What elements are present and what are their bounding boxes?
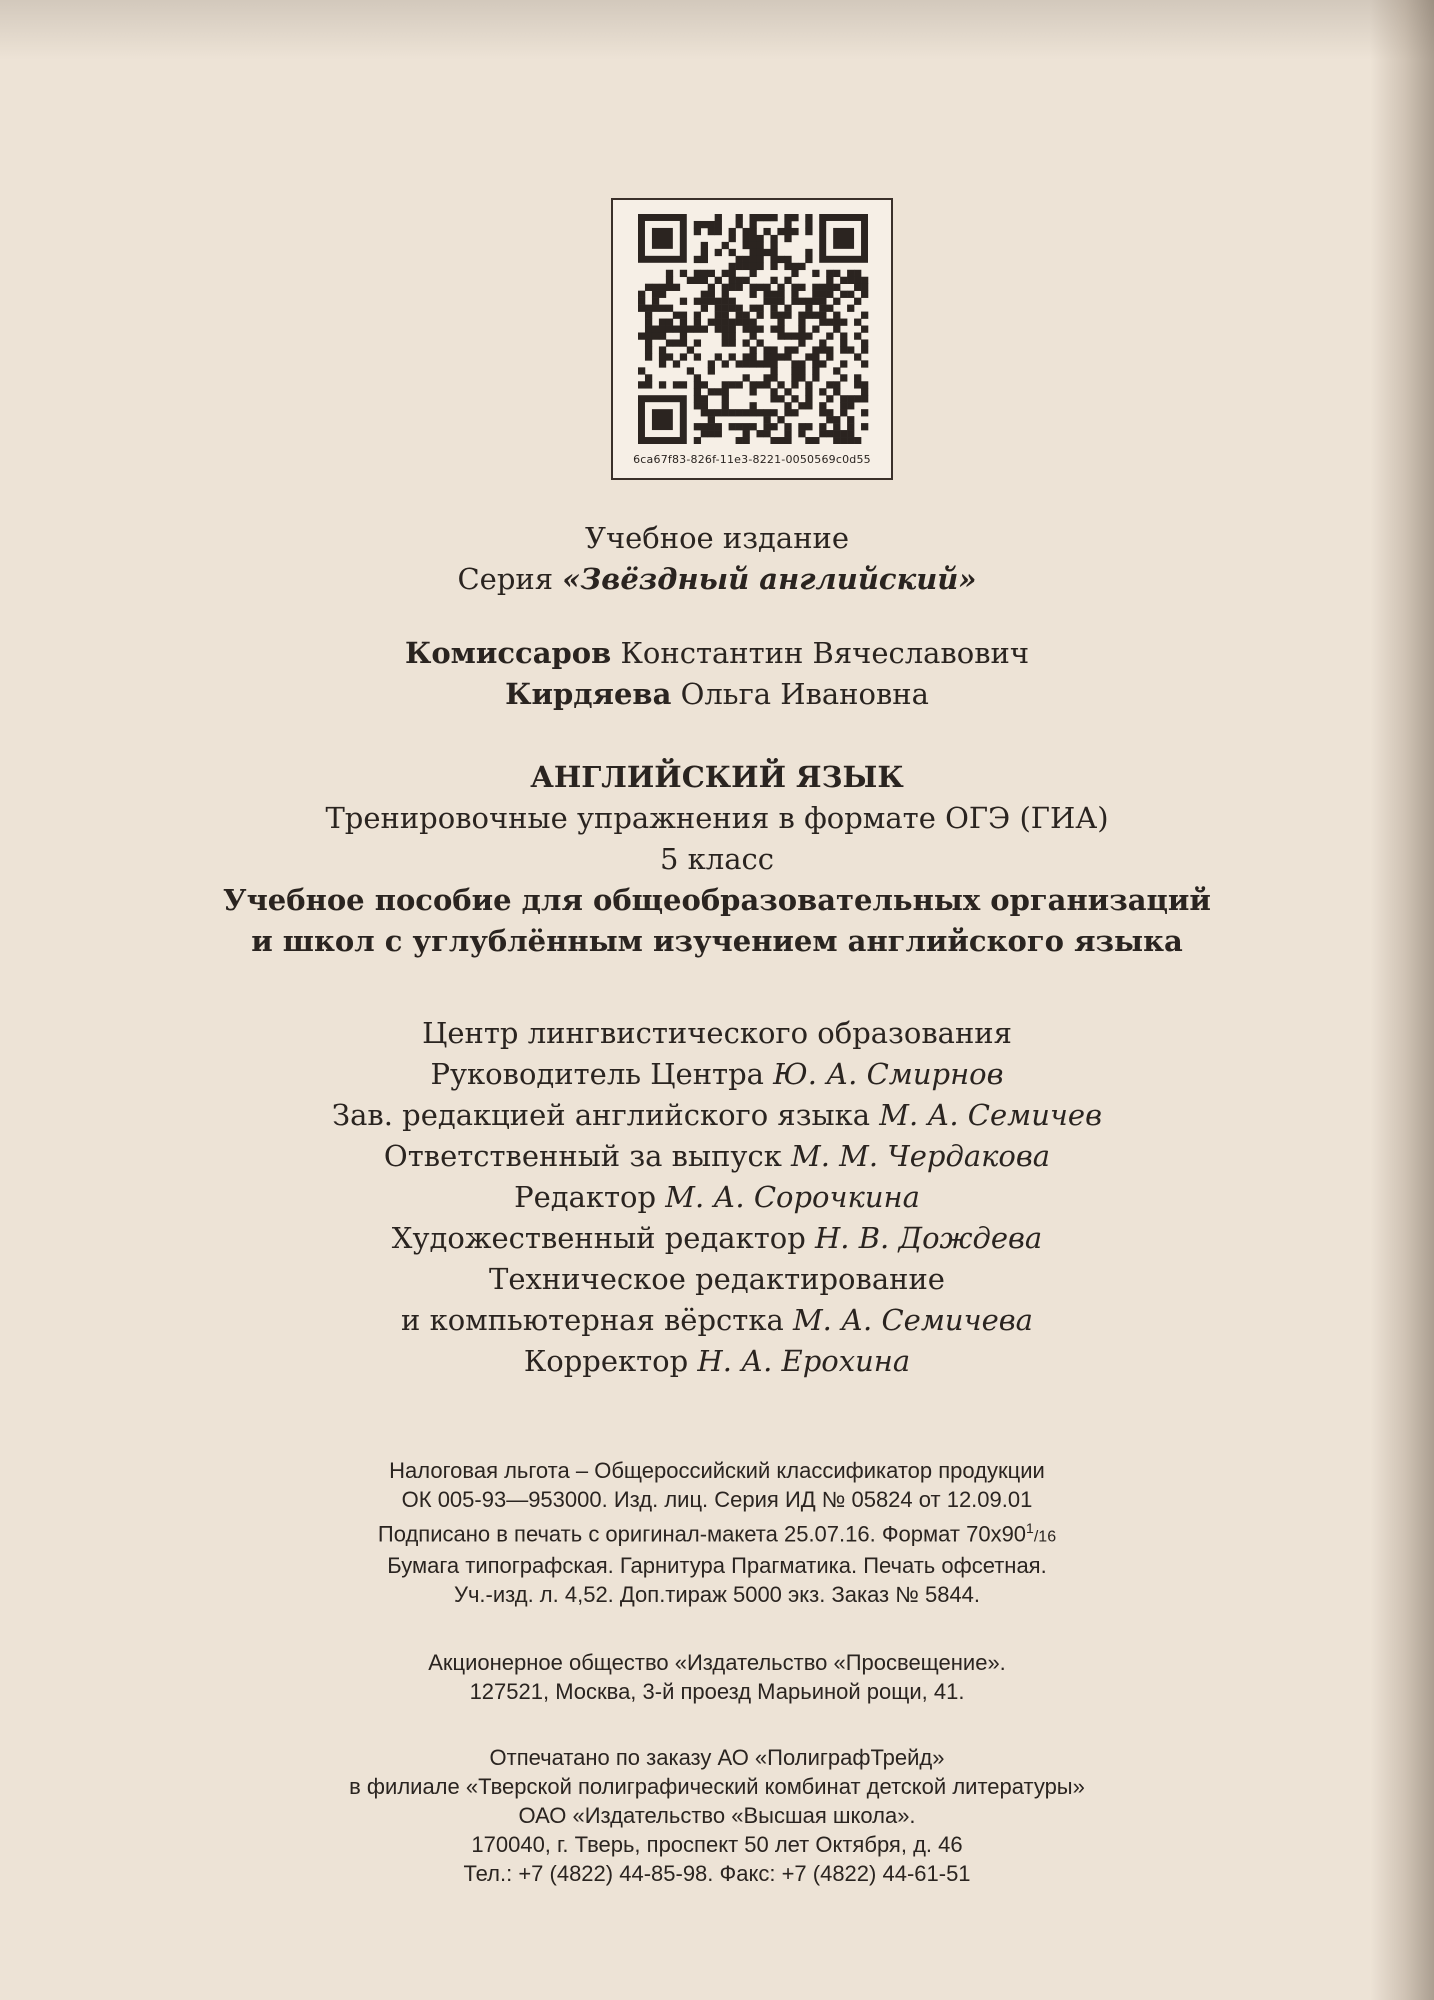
- printer-line: 170040, г. Тверь, проспект 50 лет Октября, д. 46: [471, 1832, 963, 1857]
- printer-line: ОАО «Издательство «Высшая школа».: [518, 1803, 916, 1828]
- credit-role: Корректор: [523, 1344, 698, 1378]
- book-purpose-1: Учебное пособие для общеобразовательных организаций: [223, 883, 1211, 917]
- credit-person: М. М. Чердакова: [791, 1139, 1051, 1173]
- printer-line: Тел.: +7 (4822) 44-85-98. Факс: +7 (4822) 44-61-51: [463, 1861, 971, 1886]
- credit-person: М. А. Семичев: [879, 1098, 1102, 1132]
- imprint-line: Уч.-изд. л. 4,52. Доп.тираж 5000 экз. Заказ № 5844.: [453, 1582, 981, 1608]
- imprint-text: Подписано в печать с оригинал-макета 25.07.16. Формат 70х90: [377, 1521, 1027, 1547]
- publisher-line: Акционерное общество «Издательство «Просвещение».: [428, 1650, 1006, 1675]
- credit-person: М. А. Семичева: [792, 1303, 1033, 1337]
- imprint-line: ОК 005-93—953000. Изд. лиц. Серия ИД № 05824 от 12.09.01: [401, 1487, 1033, 1512]
- credit-line: [0, 1300, 1434, 1341]
- credit-line: [0, 1177, 1434, 1218]
- credit-line: [0, 1136, 1434, 1177]
- credit-role: и компьютерная вёрстка: [401, 1303, 793, 1337]
- series-name: «Звёздный английский»: [562, 562, 977, 596]
- credit-line: [0, 1341, 1434, 1382]
- imprint-line: [0, 1514, 1434, 1551]
- edition-type: Учебное издание: [584, 521, 850, 555]
- publisher-line: 127521, Москва, 3-й проезд Марьиной рощи, 41.: [469, 1679, 965, 1704]
- credit-role: Зав. редакцией английского языка: [332, 1098, 880, 1132]
- credit-role: Художественный редактор: [391, 1221, 816, 1255]
- series-prefix: Серия: [457, 562, 563, 596]
- publisher-block: [0, 1648, 1434, 1706]
- printer-block: [0, 1743, 1434, 1888]
- credit-role: Руководитель Центра: [430, 1057, 774, 1091]
- book-purpose-2: и школ с углублённым изучением английского языка: [251, 924, 1183, 958]
- credit-person: Ю. А. Смирнов: [773, 1057, 1004, 1091]
- credits-block: [0, 1013, 1434, 1382]
- author-surname: Кирдяева: [505, 677, 672, 711]
- printer-line: Отпечатано по заказу АО «ПолиграфТрейд»: [489, 1745, 945, 1770]
- credit-role: Техническое редактирование: [489, 1262, 945, 1296]
- format-denominator: /16: [1033, 1528, 1057, 1546]
- author-2: [0, 674, 1434, 715]
- qr-code-frame: [611, 198, 893, 480]
- imprint-block: [0, 1456, 1434, 1609]
- credit-line: [0, 1218, 1434, 1259]
- imprint-line: Бумага типографская. Гарнитура Прагматика. Печать офсетная.: [387, 1553, 1047, 1579]
- series-line: [0, 559, 1434, 600]
- credit-line: [0, 1013, 1434, 1054]
- author-surname: Комиссаров: [404, 636, 612, 670]
- qr-code-icon: [631, 214, 875, 444]
- author-name: Ольга Ивановна: [671, 677, 929, 711]
- author-1: [0, 633, 1434, 674]
- imprint-line: Налоговая льгота – Общероссийский классификатор продукции: [389, 1458, 1045, 1483]
- printer-line: в филиале «Тверской полиграфический комбинат детской литературы»: [349, 1774, 1085, 1799]
- credit-role: Ответственный за выпуск: [383, 1139, 792, 1173]
- credit-role: Центр лингвистического образования: [422, 1016, 1012, 1050]
- credit-line: [0, 1054, 1434, 1095]
- edition-block: [0, 518, 1434, 600]
- credit-line: [0, 1259, 1434, 1300]
- book-grade: 5 класс: [660, 842, 774, 876]
- book-title: АНГЛИЙСКИЙ ЯЗЫК: [530, 760, 904, 794]
- book-block: [0, 757, 1434, 962]
- credit-person: Н. А. Ерохина: [697, 1344, 911, 1378]
- credit-person: Н. В. Дождева: [815, 1221, 1043, 1255]
- format-numerator: 1: [1026, 1520, 1034, 1536]
- credit-person: М. А. Сорочкина: [665, 1180, 920, 1214]
- qr-code-id: 6ca67f83-826f-11e3-8221-0050569c0d55: [633, 453, 871, 466]
- credit-role: Редактор: [514, 1180, 666, 1214]
- credit-line: [0, 1095, 1434, 1136]
- authors-block: [0, 633, 1434, 715]
- author-name: Константин Вячеславович: [611, 636, 1030, 670]
- book-subtitle: Тренировочные упражнения в формате ОГЭ (ГИА): [325, 801, 1109, 835]
